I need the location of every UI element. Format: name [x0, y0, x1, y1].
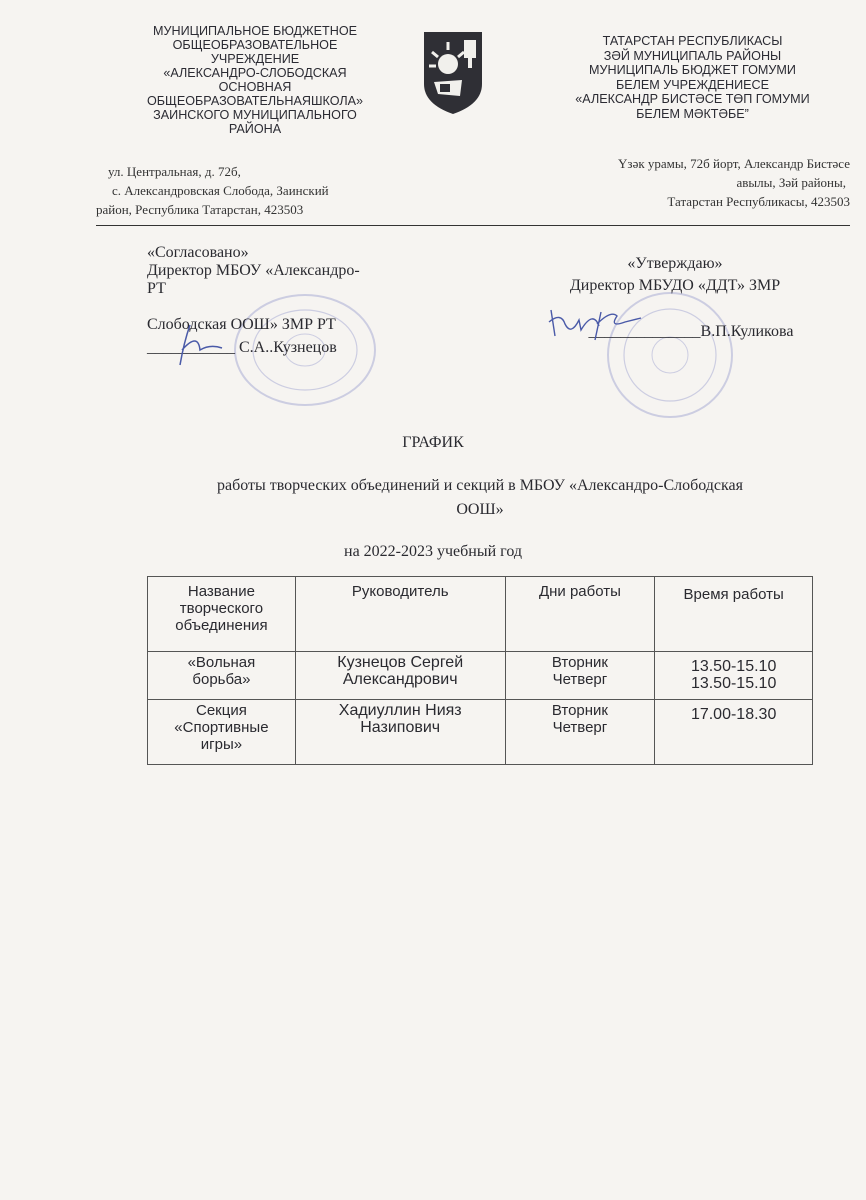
approval-line: Директор МБОУ «Александро-	[147, 262, 360, 279]
cell-text: 13.50-15.10	[690, 658, 777, 675]
cell-name	[148, 652, 296, 700]
header-line: ТАТАРСТАН РЕСПУБЛИКАСЫ	[602, 34, 783, 48]
header-line: МУНИЦИПАЛЬ БЮДЖЕТ ГОМУМИ	[589, 63, 796, 77]
cell-leader	[295, 700, 505, 765]
approval-line: Директор МБУДО «ДДТ» ЗМР	[569, 277, 781, 294]
school-name-russian	[100, 24, 410, 136]
header-line: ОСНОВНАЯ	[218, 80, 292, 94]
column-header	[295, 577, 505, 652]
school-address-tatar	[540, 154, 850, 211]
approval-line: Слободская ООШ» ЗМР РТ	[147, 316, 336, 333]
header-text: творческого	[179, 600, 264, 617]
cell-text: «Спортивные	[174, 719, 269, 736]
header-line: ОБЩЕОБРАЗОВАТЕЛЬНОЕ	[172, 38, 338, 52]
cell-text: Четверг	[552, 671, 608, 688]
cell-text: 13.50-15.10	[690, 675, 777, 692]
cell-text: борьба»	[192, 671, 251, 688]
document-title: ГРАФИК	[402, 434, 464, 451]
cell-text: Хадиуллин Нияз	[338, 702, 462, 719]
cell-text: 17.00-18.30	[690, 706, 777, 723]
table-header-row	[148, 577, 813, 652]
cell-text: «Вольная	[187, 654, 256, 671]
table-row	[148, 652, 813, 700]
cell-time	[655, 652, 813, 700]
signature-left-icon	[170, 320, 230, 370]
address-line: Татарстан Республикасы, 423503	[667, 194, 850, 209]
cell-text: Вторник	[551, 702, 608, 719]
header-divider	[96, 225, 850, 226]
signature-right-icon	[545, 306, 645, 342]
header-line: ЗӘЙ МУНИЦИПАЛЬ РАЙОНЫ	[603, 48, 782, 63]
table-row	[148, 700, 813, 765]
cell-name	[148, 700, 296, 765]
header-text: объединения	[175, 617, 268, 634]
header-line: «АЛЕКСАНДРО-СЛОБОДСКАЯ	[163, 66, 347, 80]
address-line: ул. Центральная, д. 72б,	[108, 164, 241, 179]
cell-text: Вторник	[551, 654, 608, 671]
header-line: БЕЛЕМ МӘКТӘБЕ”	[636, 106, 749, 121]
column-header	[655, 577, 813, 652]
cell-text: Александрович	[342, 671, 458, 688]
address-line: Үзәк урамы, 72б йорт, Александр Бистәсе	[618, 156, 850, 171]
cell-leader	[295, 652, 505, 700]
address-line: с. Александровская Слобода, Заинский	[112, 183, 329, 198]
approval-line: «Утверждаю»	[627, 255, 723, 272]
academic-year: на 2022-2023 учебный год	[344, 543, 522, 560]
emblem-icon	[420, 30, 486, 116]
header-line: УЧРЕЖДЕНИЕ	[210, 52, 300, 66]
cell-time	[655, 700, 813, 765]
school-address-russian	[96, 162, 396, 219]
schedule-table	[147, 576, 813, 765]
header-line: ЗАИНСКОГО МУНИЦИПАЛЬНОГО	[153, 108, 357, 122]
cell-text: Кузнецов Сергей	[337, 654, 464, 671]
signature-line: ______________В.П.Куликова	[588, 323, 794, 340]
header-text: Время работы	[683, 586, 784, 603]
approval-line: РТ	[147, 280, 166, 297]
header-line: БЕЛЕМ УЧРЕЖДЕНИЕСЕ	[615, 77, 770, 92]
cell-days	[505, 652, 655, 700]
cell-text: Секция	[196, 702, 247, 719]
subtitle-line: работы творческих объединений и секций в МБОУ «Александро-Слободская	[216, 477, 744, 494]
column-header	[505, 577, 655, 652]
header-text: Название	[187, 583, 255, 600]
approval-line: «Согласовано»	[147, 244, 249, 261]
header-line: ОБЩЕОБРАЗОВАТЕЛЬНАЯШКОЛА»	[146, 94, 364, 108]
header-line: «АЛЕКСАНДР БИСТӘСЕ ТӨП ГОМУМИ	[575, 92, 810, 106]
cell-text: игры»	[200, 736, 243, 753]
document-subtitle	[140, 474, 820, 522]
cell-text: Четверг	[552, 719, 608, 736]
header-text: Дни работы	[538, 583, 621, 600]
header-text: Руководитель	[351, 583, 449, 600]
signature-line: ___________ С.А..Кузнецов	[147, 339, 337, 356]
address-line: район, Республика Татарстан, 423503	[96, 202, 304, 217]
header-line: МУНИЦИПАЛЬНОЕ БЮДЖЕТНОЕ	[152, 24, 358, 38]
column-header	[148, 577, 296, 652]
address-line: авылы, Зәй районы,	[736, 175, 846, 190]
header-line: РАЙОНА	[228, 122, 282, 136]
school-name-tatar	[540, 34, 845, 121]
cell-text: Назипович	[360, 719, 441, 736]
cell-days	[505, 700, 655, 765]
subtitle-line: ООШ»	[456, 501, 504, 518]
